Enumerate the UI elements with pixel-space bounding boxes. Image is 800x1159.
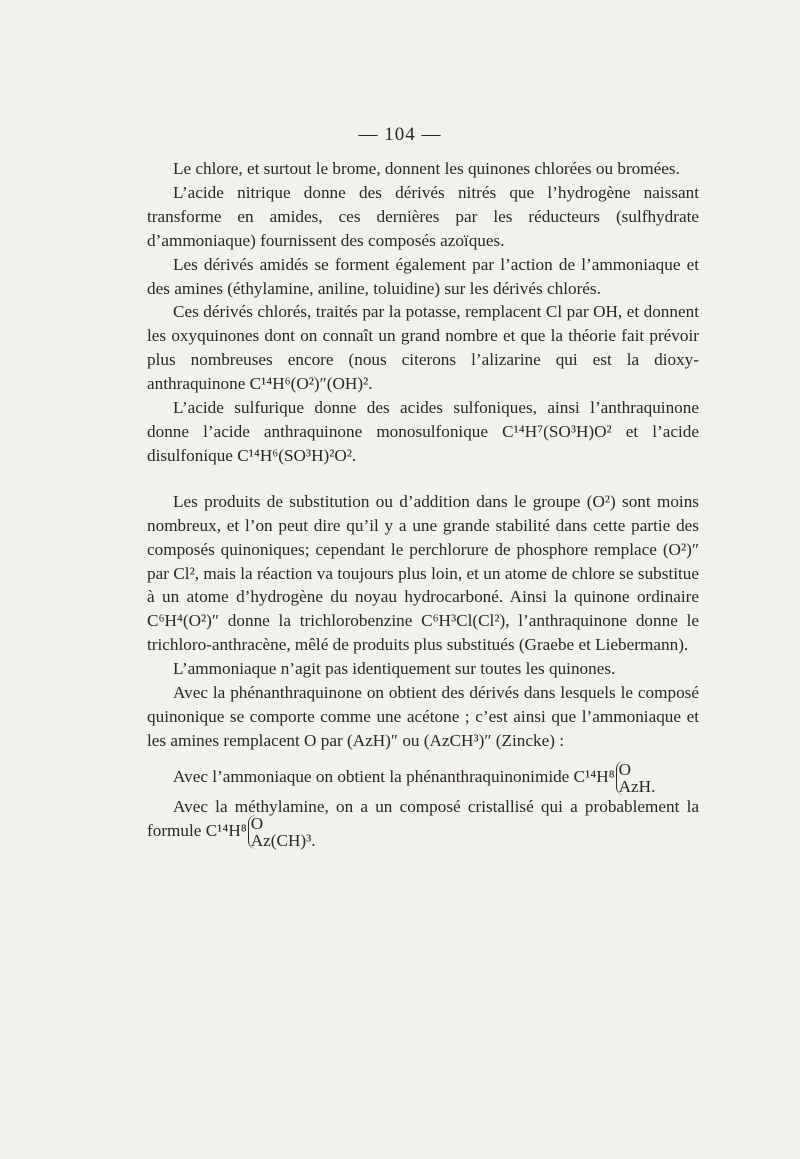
last-paragraph [147,795,699,850]
paragraph-1: Le chlore, et surtout le brome, donnent les quinones chlorées ou bromées. [173,159,680,178]
last-paragraph-text: Avec la méthylamine, on a un composé cristallisé qui a probablement la formule C¹⁴H⁸ [147,796,699,840]
brace-bottom: AzH. [618,776,656,796]
body-text [147,157,699,850]
brace-top: O [618,759,632,779]
formula-brace [616,761,656,795]
page-number: — 104 — [358,124,442,145]
formula-paragraph [147,759,699,796]
paragraph-6: Les produits de substitution ou d’addition dans le groupe (O²) sont moins nombreux, et l’on peut dire qu’il y a une grande stabilité dans cette partie des composés quinoniques; cependant le perchlorure de phosphore remplace (O²)″ par Cl², mais la réaction va toujours plus loin, et un atome de chlore se substitue à un atome d’hydrogène du noyau hydrocarboné. Ainsi la quinone ordinaire C⁶H⁴(O²)″ donne la trichlorobenzine C⁶H³Cl(Cl²), l’anthraquinone donne le trichloro-anthracène, mêlé de produits plus substitués (Graebe et Liebermann). [147,491,699,655]
paragraph-3: Les dérivés amidés se forment également par l’action de l’ammoniaque et des amines (éthylamine, aniline, toluidine) sur les dérivés chlorés. [147,254,699,298]
last-brace-bottom: Az(CH)³. [250,830,316,850]
paragraph-2: L’acide nitrique donne des dérivés nitrés que l’hydrogène naissant transforme en amides, ces dernières par les réducteurs (sulfhydrate d’ammoniaque) fournissent des composés azoïques. [147,182,699,250]
paragraph-4: Ces dérivés chlorés, traités par la potasse, remplacent Cl par OH, et donnent les oxyquinones dont on connaît un grand nombre et que la théorie fait prévoir plus nombreuses encore (nous citerons l’alizarine qui est la dioxy-anthraquinone C¹⁴H⁶(O²)″(OH)². [147,302,699,394]
formula-text: Avec l’ammoniaque on obtient la phénanthraquinonimide C¹⁴H⁸ [173,766,615,786]
paragraph-8: Avec la phénanthraquinone on obtient des dérivés dans lesquels le composé quinonique se comporte comme une acétone ; c’est ainsi que l’ammoniaque et les amines remplacent O par (AzH)″ ou (AzCH³)″ (Zincke) : [147,683,699,750]
last-brace-top: O [250,813,264,833]
last-formula-brace [248,815,316,849]
paragraph-7: L’ammoniaque n’agit pas identiquement sur toutes les quinones. [173,659,616,679]
paragraph-5: L’acide sulfurique donne des acides sulfoniques, ainsi l’anthraquinone donne l’acide anthraquinone monosulfonique C¹⁴H⁷(SO³H)O² et l’acide disulfonique C¹⁴H⁶(SO³H)²O². [147,398,699,465]
